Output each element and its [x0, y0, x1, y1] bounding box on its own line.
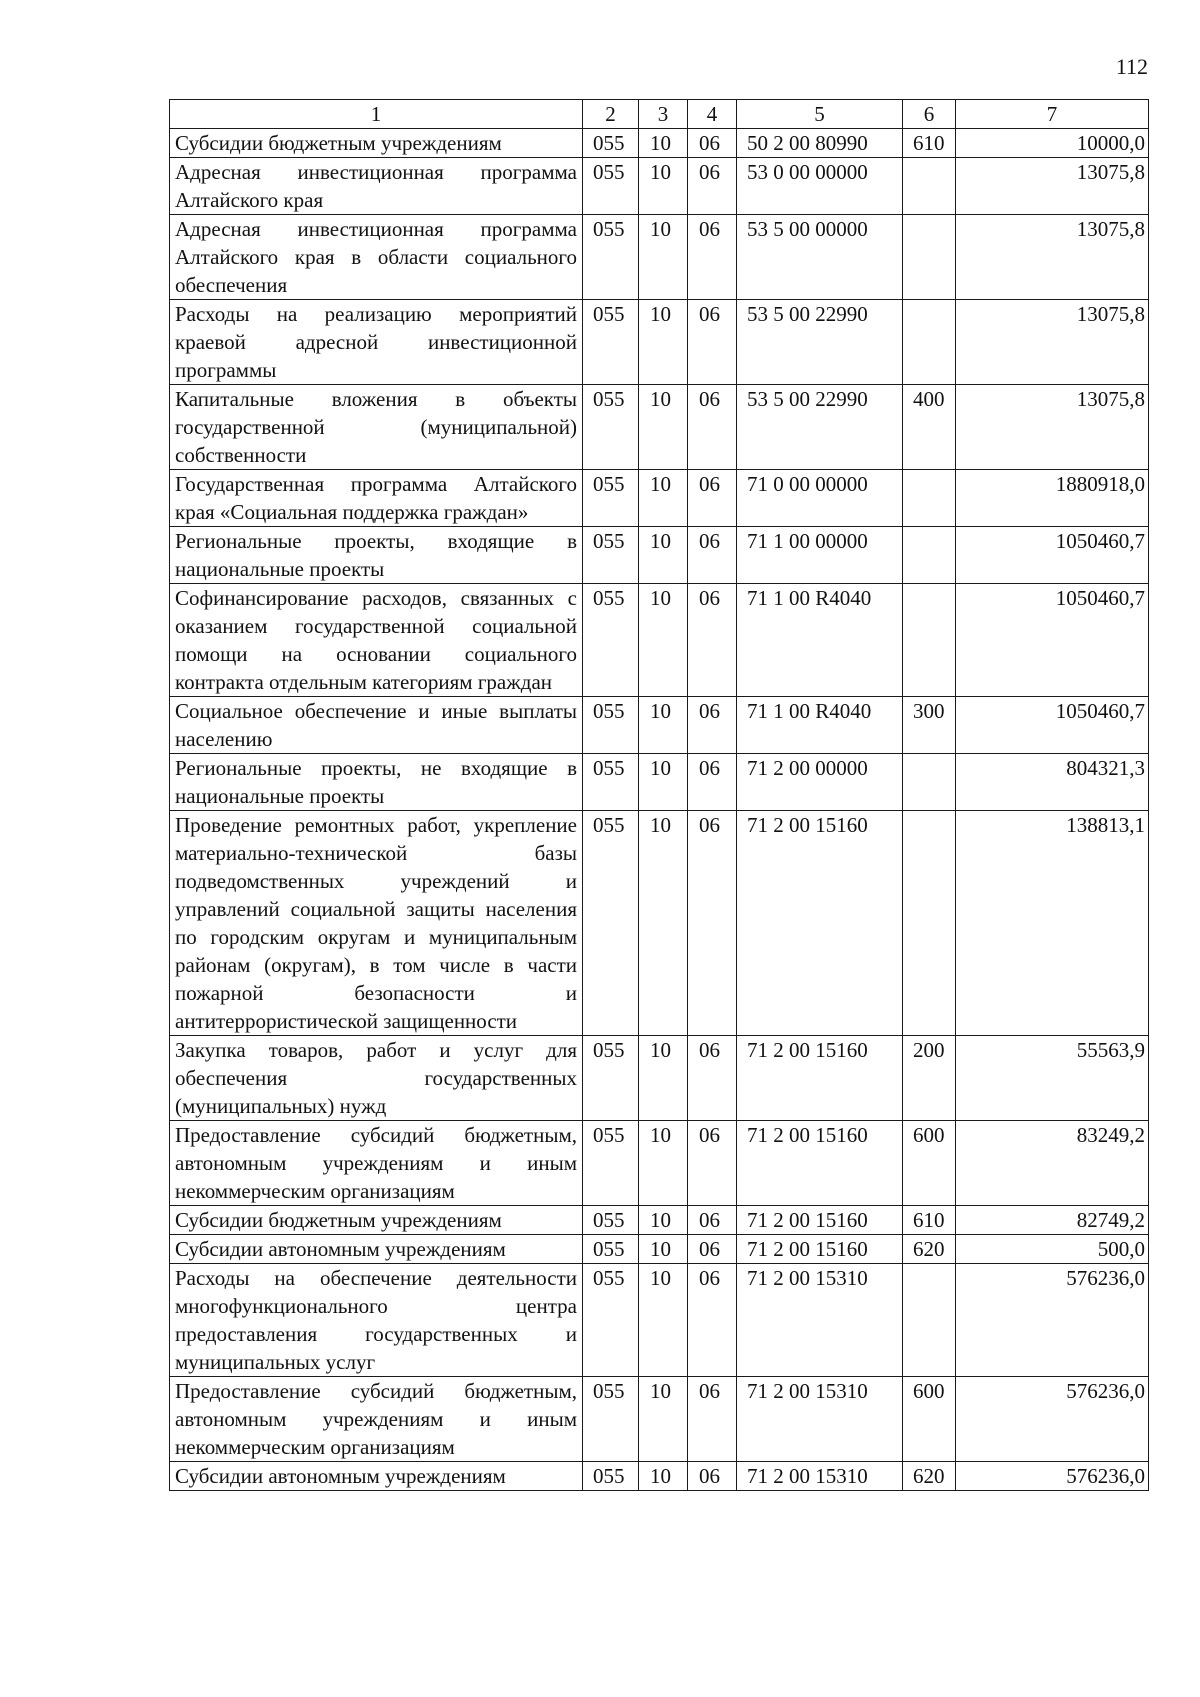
table-row	[170, 1235, 1149, 1264]
section-code-cell: 10	[639, 1121, 688, 1206]
target-article-cell: 53 5 00 00000	[737, 215, 903, 300]
target-article-cell: 71 2 00 15160	[737, 811, 903, 1036]
expense-name-cell: Субсидии бюджетным учреждениям	[170, 129, 583, 158]
expense-type-cell: 200	[903, 1036, 956, 1121]
ministry-code-cell: 055	[583, 697, 639, 754]
ministry-code-cell: 055	[583, 1462, 639, 1491]
ministry-code-cell: 055	[583, 1036, 639, 1121]
amount-cell: 13075,8	[956, 300, 1149, 385]
amount-cell: 576236,0	[956, 1462, 1149, 1491]
expense-type-cell	[903, 584, 956, 697]
amount-cell: 804321,3	[956, 754, 1149, 811]
subsection-code-cell: 06	[688, 527, 737, 584]
table-row	[170, 811, 1149, 1036]
table-row	[170, 158, 1149, 215]
section-code-cell: 10	[639, 215, 688, 300]
target-article-cell: 53 0 00 00000	[737, 158, 903, 215]
target-article-cell: 71 2 00 15310	[737, 1377, 903, 1462]
expense-name-cell: Субсидии бюджетным учреждениям	[170, 1206, 583, 1235]
expense-name-cell: Софинансирование расходов, связанных с оказанием государственной социальной помощи на основании социального контракта отдельным категориям граждан	[170, 584, 583, 697]
expense-name-cell: Государственная программа Алтайского края «Социальная поддержка граждан»	[170, 470, 583, 527]
ministry-code-cell: 055	[583, 385, 639, 470]
table-row	[170, 1121, 1149, 1206]
target-article-cell: 71 2 00 15160	[737, 1036, 903, 1121]
subsection-code-cell: 06	[688, 1235, 737, 1264]
expense-name-cell: Закупка товаров, работ и услуг для обеспечения государственных (муниципальных) нужд	[170, 1036, 583, 1121]
expense-name-cell: Предоставление субсидий бюджетным, автономным учреждениям и иным некоммерческим организациям	[170, 1377, 583, 1462]
section-code-cell: 10	[639, 527, 688, 584]
expense-type-cell	[903, 527, 956, 584]
amount-cell: 1880918,0	[956, 470, 1149, 527]
amount-cell: 576236,0	[956, 1377, 1149, 1462]
table-row	[170, 754, 1149, 811]
ministry-code-cell: 055	[583, 215, 639, 300]
ministry-code-cell: 055	[583, 811, 639, 1036]
table-row	[170, 300, 1149, 385]
table-row	[170, 385, 1149, 470]
amount-cell: 1050460,7	[956, 697, 1149, 754]
section-code-cell: 10	[639, 1206, 688, 1235]
table-header-row	[170, 100, 1149, 129]
header-cell-col-7: 7	[956, 100, 1149, 129]
expense-type-cell: 610	[903, 1206, 956, 1235]
ministry-code-cell: 055	[583, 1235, 639, 1264]
expense-name-cell: Расходы на обеспечение деятельности многофункционального центра предоставления государственных и муниципальных услуг	[170, 1264, 583, 1377]
ministry-code-cell: 055	[583, 584, 639, 697]
expense-type-cell	[903, 754, 956, 811]
header-cell-col-3: 3	[639, 100, 688, 129]
table-row	[170, 1264, 1149, 1377]
ministry-code-cell: 055	[583, 470, 639, 527]
table-row	[170, 584, 1149, 697]
subsection-code-cell: 06	[688, 811, 737, 1036]
ministry-code-cell: 055	[583, 754, 639, 811]
subsection-code-cell: 06	[688, 215, 737, 300]
header-cell-col-5: 5	[737, 100, 903, 129]
table-row	[170, 215, 1149, 300]
subsection-code-cell: 06	[688, 1377, 737, 1462]
expense-name-cell: Предоставление субсидий бюджетным, автономным учреждениям и иным некоммерческим организациям	[170, 1121, 583, 1206]
page-number: 112	[1115, 54, 1148, 79]
expense-type-cell	[903, 470, 956, 527]
target-article-cell: 71 0 00 00000	[737, 470, 903, 527]
subsection-code-cell: 06	[688, 1462, 737, 1491]
subsection-code-cell: 06	[688, 300, 737, 385]
subsection-code-cell: 06	[688, 385, 737, 470]
expense-type-cell	[903, 158, 956, 215]
expense-type-cell: 600	[903, 1377, 956, 1462]
subsection-code-cell: 06	[688, 1036, 737, 1121]
amount-cell: 1050460,7	[956, 527, 1149, 584]
target-article-cell: 71 2 00 15160	[737, 1235, 903, 1264]
table-row	[170, 1036, 1149, 1121]
expense-type-cell	[903, 300, 956, 385]
subsection-code-cell: 06	[688, 1121, 737, 1206]
section-code-cell: 10	[639, 584, 688, 697]
expense-type-cell	[903, 1264, 956, 1377]
table-row	[170, 1462, 1149, 1491]
subsection-code-cell: 06	[688, 697, 737, 754]
expense-type-cell: 610	[903, 129, 956, 158]
header-cell-col-4: 4	[688, 100, 737, 129]
expense-type-cell	[903, 215, 956, 300]
expense-name-cell: Капитальные вложения в объекты государственной (муниципальной) собственности	[170, 385, 583, 470]
ministry-code-cell: 055	[583, 1377, 639, 1462]
target-article-cell: 71 2 00 15160	[737, 1206, 903, 1235]
subsection-code-cell: 06	[688, 158, 737, 215]
table-row	[170, 527, 1149, 584]
amount-cell: 1050460,7	[956, 584, 1149, 697]
target-article-cell: 71 1 00 R4040	[737, 584, 903, 697]
section-code-cell: 10	[639, 1462, 688, 1491]
table-row	[170, 1206, 1149, 1235]
section-code-cell: 10	[639, 697, 688, 754]
ministry-code-cell: 055	[583, 1121, 639, 1206]
target-article-cell: 71 2 00 00000	[737, 754, 903, 811]
target-article-cell: 71 2 00 15310	[737, 1264, 903, 1377]
expense-type-cell: 300	[903, 697, 956, 754]
ministry-code-cell: 055	[583, 158, 639, 215]
section-code-cell: 10	[639, 1235, 688, 1264]
subsection-code-cell: 06	[688, 754, 737, 811]
section-code-cell: 10	[639, 1264, 688, 1377]
target-article-cell: 71 1 00 00000	[737, 527, 903, 584]
ministry-code-cell: 055	[583, 300, 639, 385]
expense-name-cell: Проведение ремонтных работ, укрепление материально-технической базы подведомственных учреждений и управлений социальной защиты населения по городским округам и муниципальным районам (округам), в том числе в части пожарной безопасности и антитеррористической защищенности	[170, 811, 583, 1036]
subsection-code-cell: 06	[688, 1206, 737, 1235]
target-article-cell: 71 2 00 15160	[737, 1121, 903, 1206]
ministry-code-cell: 055	[583, 527, 639, 584]
target-article-cell: 53 5 00 22990	[737, 385, 903, 470]
subsection-code-cell: 06	[688, 584, 737, 697]
section-code-cell: 10	[639, 754, 688, 811]
expense-name-cell: Субсидии автономным учреждениям	[170, 1235, 583, 1264]
header-cell-col-1: 1	[170, 100, 583, 129]
target-article-cell: 71 2 00 15310	[737, 1462, 903, 1491]
amount-cell: 82749,2	[956, 1206, 1149, 1235]
section-code-cell: 10	[639, 1036, 688, 1121]
table-row	[170, 129, 1149, 158]
amount-cell: 13075,8	[956, 385, 1149, 470]
section-code-cell: 10	[639, 385, 688, 470]
subsection-code-cell: 06	[688, 129, 737, 158]
expense-type-cell: 600	[903, 1121, 956, 1206]
budget-table	[169, 99, 1149, 1491]
ministry-code-cell: 055	[583, 1206, 639, 1235]
amount-cell: 55563,9	[956, 1036, 1149, 1121]
amount-cell: 13075,8	[956, 158, 1149, 215]
expense-name-cell: Расходы на реализацию мероприятий краевой адресной инвестиционной программы	[170, 300, 583, 385]
expense-type-cell	[903, 811, 956, 1036]
section-code-cell: 10	[639, 1377, 688, 1462]
target-article-cell: 50 2 00 80990	[737, 129, 903, 158]
expense-name-cell: Субсидии автономным учреждениям	[170, 1462, 583, 1491]
section-code-cell: 10	[639, 129, 688, 158]
expense-name-cell: Адресная инвестиционная программа Алтайского края в области социального обеспечения	[170, 215, 583, 300]
header-cell-col-2: 2	[583, 100, 639, 129]
amount-cell: 500,0	[956, 1235, 1149, 1264]
section-code-cell: 10	[639, 158, 688, 215]
expense-type-cell: 620	[903, 1462, 956, 1491]
amount-cell: 83249,2	[956, 1121, 1149, 1206]
expense-type-cell: 620	[903, 1235, 956, 1264]
ministry-code-cell: 055	[583, 129, 639, 158]
expense-type-cell: 400	[903, 385, 956, 470]
table-row	[170, 470, 1149, 527]
table-row	[170, 697, 1149, 754]
section-code-cell: 10	[639, 811, 688, 1036]
section-code-cell: 10	[639, 300, 688, 385]
ministry-code-cell: 055	[583, 1264, 639, 1377]
expense-name-cell: Адресная инвестиционная программа Алтайского края	[170, 158, 583, 215]
subsection-code-cell: 06	[688, 470, 737, 527]
amount-cell: 576236,0	[956, 1264, 1149, 1377]
target-article-cell: 53 5 00 22990	[737, 300, 903, 385]
expense-name-cell: Социальное обеспечение и иные выплаты населению	[170, 697, 583, 754]
table-row	[170, 1377, 1149, 1462]
section-code-cell: 10	[639, 470, 688, 527]
subsection-code-cell: 06	[688, 1264, 737, 1377]
header-cell-col-6: 6	[903, 100, 956, 129]
amount-cell: 13075,8	[956, 215, 1149, 300]
amount-cell: 10000,0	[956, 129, 1149, 158]
target-article-cell: 71 1 00 R4040	[737, 697, 903, 754]
amount-cell: 138813,1	[956, 811, 1149, 1036]
expense-name-cell: Региональные проекты, не входящие в национальные проекты	[170, 754, 583, 811]
expense-name-cell: Региональные проекты, входящие в национальные проекты	[170, 527, 583, 584]
